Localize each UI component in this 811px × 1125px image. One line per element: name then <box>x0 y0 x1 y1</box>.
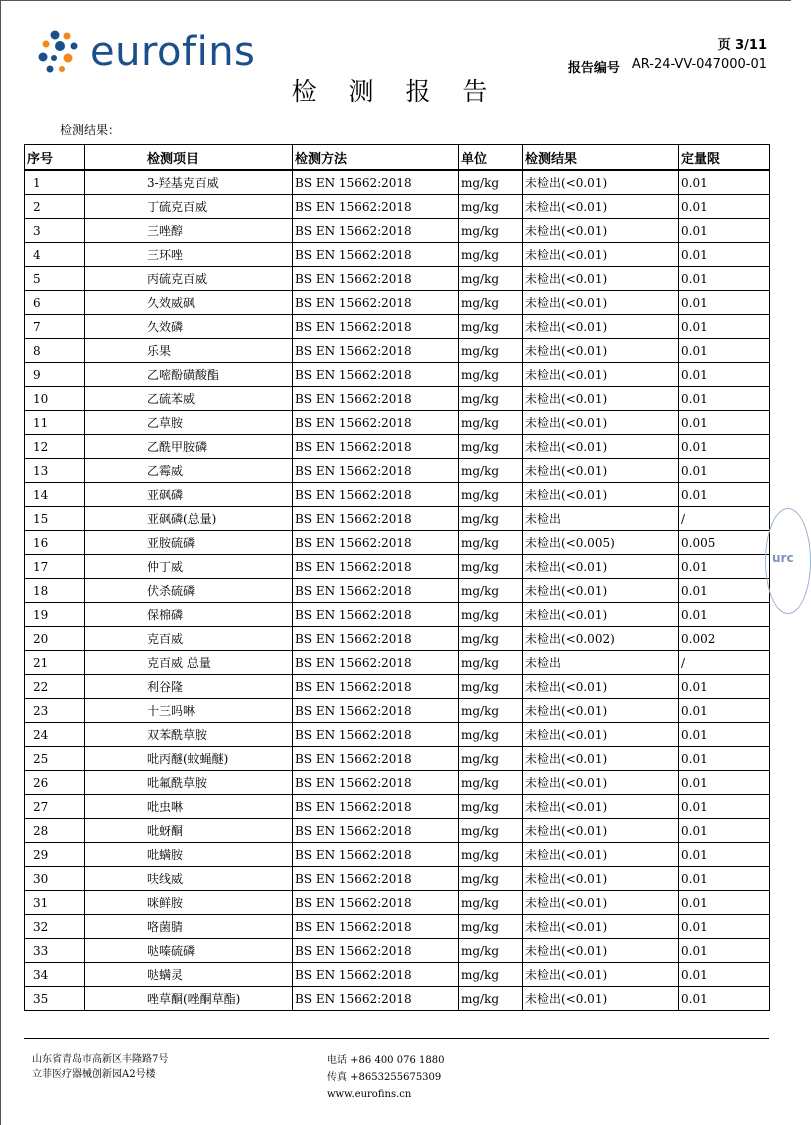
row-limit: 0.01 <box>679 267 770 291</box>
row-result: 未检出(<0.01) <box>523 315 679 339</box>
row-no: 3 <box>25 219 85 243</box>
row-no: 7 <box>25 315 85 339</box>
column-header-unit: 单位 <box>459 145 523 171</box>
table-row <box>25 195 770 219</box>
row-unit: mg/kg <box>459 267 523 291</box>
page-number: 页 3/11 <box>717 38 767 53</box>
row-result: 未检出(<0.01) <box>523 267 679 291</box>
row-result: 未检出(<0.01) <box>523 387 679 411</box>
row-no: 22 <box>25 675 85 699</box>
row-item: 吡丙醚(蚊蝇醚) <box>85 747 293 771</box>
row-method: BS EN 15662:2018 <box>293 987 459 1011</box>
row-method: BS EN 15662:2018 <box>293 531 459 555</box>
seal-stamp: urc <box>765 508 811 614</box>
row-method: BS EN 15662:2018 <box>293 579 459 603</box>
row-limit: 0.01 <box>679 987 770 1011</box>
row-no: 18 <box>25 579 85 603</box>
row-no: 1 <box>25 170 85 195</box>
row-limit: 0.01 <box>679 867 770 891</box>
row-no: 27 <box>25 795 85 819</box>
row-limit: 0.01 <box>679 243 770 267</box>
row-unit: mg/kg <box>459 315 523 339</box>
row-limit: 0.01 <box>679 579 770 603</box>
table-row <box>25 411 770 435</box>
table-body <box>25 170 770 1011</box>
row-unit: mg/kg <box>459 603 523 627</box>
row-unit: mg/kg <box>459 531 523 555</box>
row-result: 未检出(<0.005) <box>523 531 679 555</box>
row-method: BS EN 15662:2018 <box>293 843 459 867</box>
row-item: 乙硫苯威 <box>85 387 293 411</box>
table-row <box>25 699 770 723</box>
row-no: 29 <box>25 843 85 867</box>
row-result: 未检出(<0.01) <box>523 195 679 219</box>
row-unit: mg/kg <box>459 771 523 795</box>
table-row <box>25 435 770 459</box>
row-no: 20 <box>25 627 85 651</box>
row-limit: 0.01 <box>679 747 770 771</box>
row-item: 利谷隆 <box>85 675 293 699</box>
table-row <box>25 723 770 747</box>
row-no: 30 <box>25 867 85 891</box>
row-no: 24 <box>25 723 85 747</box>
row-limit: 0.01 <box>679 483 770 507</box>
row-item: 丙硫克百威 <box>85 267 293 291</box>
row-method: BS EN 15662:2018 <box>293 435 459 459</box>
row-method: BS EN 15662:2018 <box>293 339 459 363</box>
row-item: 克百威 <box>85 627 293 651</box>
row-limit: 0.01 <box>679 459 770 483</box>
row-item: 咪鲜胺 <box>85 891 293 915</box>
row-result: 未检出(<0.01) <box>523 819 679 843</box>
table-row <box>25 795 770 819</box>
row-method: BS EN 15662:2018 <box>293 363 459 387</box>
document-title: 检 测 报 告 <box>291 77 500 106</box>
row-limit: 0.01 <box>679 795 770 819</box>
report-number-value: AR-24-VV-047000-01 <box>631 57 767 72</box>
row-result: 未检出(<0.01) <box>523 411 679 435</box>
row-result: 未检出(<0.01) <box>523 843 679 867</box>
row-no: 28 <box>25 819 85 843</box>
row-unit: mg/kg <box>459 699 523 723</box>
row-limit: 0.01 <box>679 819 770 843</box>
row-no: 31 <box>25 891 85 915</box>
row-no: 12 <box>25 435 85 459</box>
row-result: 未检出(<0.01) <box>523 675 679 699</box>
row-result: 未检出 <box>523 507 679 531</box>
eurofins-dots-icon <box>38 30 86 74</box>
table-row <box>25 771 770 795</box>
address-line-1: 山东省青岛市高新区丰隆路7号 <box>32 1054 169 1065</box>
row-no: 9 <box>25 363 85 387</box>
table-row <box>25 843 770 867</box>
row-limit: / <box>679 651 770 675</box>
table-row <box>25 387 770 411</box>
row-result: 未检出(<0.01) <box>523 747 679 771</box>
row-result: 未检出(<0.01) <box>523 891 679 915</box>
column-header-item: 检测项目 <box>85 145 293 171</box>
row-unit: mg/kg <box>459 651 523 675</box>
row-no: 15 <box>25 507 85 531</box>
row-unit: mg/kg <box>459 579 523 603</box>
row-no: 25 <box>25 747 85 771</box>
row-item: 双苯酰草胺 <box>85 723 293 747</box>
row-item: 哒嗪硫磷 <box>85 939 293 963</box>
row-no: 34 <box>25 963 85 987</box>
row-result: 未检出(<0.01) <box>523 219 679 243</box>
row-method: BS EN 15662:2018 <box>293 747 459 771</box>
row-no: 26 <box>25 771 85 795</box>
row-item: 吡螨胺 <box>85 843 293 867</box>
row-no: 10 <box>25 387 85 411</box>
row-unit: mg/kg <box>459 723 523 747</box>
row-limit: 0.01 <box>679 723 770 747</box>
row-method: BS EN 15662:2018 <box>293 867 459 891</box>
row-method: BS EN 15662:2018 <box>293 819 459 843</box>
phone-text: 电话 +86 400 076 1880 <box>327 1055 445 1066</box>
row-item: 亚砜磷(总量) <box>85 507 293 531</box>
row-item: 久效威砜 <box>85 291 293 315</box>
row-unit: mg/kg <box>459 795 523 819</box>
row-item: 亚砜磷 <box>85 483 293 507</box>
row-method: BS EN 15662:2018 <box>293 411 459 435</box>
row-limit: 0.01 <box>679 555 770 579</box>
row-result: 未检出(<0.01) <box>523 963 679 987</box>
table-row <box>25 603 770 627</box>
row-item: 乙嘧酚磺酸酯 <box>85 363 293 387</box>
row-item: 吡氟酰草胺 <box>85 771 293 795</box>
row-limit: 0.01 <box>679 939 770 963</box>
row-no: 14 <box>25 483 85 507</box>
table-row <box>25 170 770 195</box>
table-row <box>25 531 770 555</box>
row-result: 未检出(<0.01) <box>523 699 679 723</box>
table-row <box>25 651 770 675</box>
table-row <box>25 243 770 267</box>
row-item: 乙草胺 <box>85 411 293 435</box>
row-result: 未检出(<0.01) <box>523 795 679 819</box>
row-unit: mg/kg <box>459 195 523 219</box>
row-method: BS EN 15662:2018 <box>293 195 459 219</box>
row-item: 乙酰甲胺磷 <box>85 435 293 459</box>
logo-text: eurofins <box>90 29 256 75</box>
row-no: 21 <box>25 651 85 675</box>
page-border-left <box>0 0 1 1125</box>
row-item: 保棉磷 <box>85 603 293 627</box>
row-no: 4 <box>25 243 85 267</box>
row-result: 未检出(<0.01) <box>523 291 679 315</box>
row-unit: mg/kg <box>459 219 523 243</box>
row-limit: 0.01 <box>679 435 770 459</box>
row-item: 伏杀硫磷 <box>85 579 293 603</box>
row-result: 未检出 <box>523 651 679 675</box>
table-row <box>25 267 770 291</box>
row-no: 6 <box>25 291 85 315</box>
row-result: 未检出(<0.01) <box>523 987 679 1011</box>
row-limit: 0.01 <box>679 411 770 435</box>
row-result: 未检出(<0.002) <box>523 627 679 651</box>
row-method: BS EN 15662:2018 <box>293 603 459 627</box>
row-unit: mg/kg <box>459 243 523 267</box>
row-method: BS EN 15662:2018 <box>293 675 459 699</box>
row-method: BS EN 15662:2018 <box>293 555 459 579</box>
row-limit: 0.01 <box>679 891 770 915</box>
row-method: BS EN 15662:2018 <box>293 459 459 483</box>
row-unit: mg/kg <box>459 939 523 963</box>
row-no: 33 <box>25 939 85 963</box>
row-method: BS EN 15662:2018 <box>293 507 459 531</box>
row-item: 亚胺硫磷 <box>85 531 293 555</box>
footer-contact <box>327 1052 444 1103</box>
table-row <box>25 339 770 363</box>
row-item: 三环唑 <box>85 243 293 267</box>
table-row <box>25 939 770 963</box>
row-limit: 0.01 <box>679 219 770 243</box>
table-row <box>25 627 770 651</box>
footer-rule <box>24 1038 769 1039</box>
results-table <box>24 144 770 1011</box>
table-row <box>25 579 770 603</box>
row-item: 三唑醇 <box>85 219 293 243</box>
report-number-label: 报告编号 <box>567 61 620 76</box>
row-limit: 0.01 <box>679 291 770 315</box>
row-result: 未检出(<0.01) <box>523 579 679 603</box>
row-method: BS EN 15662:2018 <box>293 315 459 339</box>
row-method: BS EN 15662:2018 <box>293 939 459 963</box>
row-limit: 0.005 <box>679 531 770 555</box>
row-result: 未检出(<0.01) <box>523 483 679 507</box>
column-header-method: 检测方法 <box>293 145 459 171</box>
row-result: 未检出(<0.01) <box>523 603 679 627</box>
row-result: 未检出(<0.01) <box>523 939 679 963</box>
website-link[interactable]: www.eurofins.cn <box>327 1089 412 1100</box>
row-result: 未检出(<0.01) <box>523 555 679 579</box>
row-item: 十三吗啉 <box>85 699 293 723</box>
row-limit: 0.01 <box>679 315 770 339</box>
row-result: 未检出(<0.01) <box>523 723 679 747</box>
page-border-top <box>0 0 791 1</box>
row-item: 呋线威 <box>85 867 293 891</box>
row-unit: mg/kg <box>459 411 523 435</box>
table-row <box>25 747 770 771</box>
row-limit: 0.01 <box>679 195 770 219</box>
row-unit: mg/kg <box>459 819 523 843</box>
row-unit: mg/kg <box>459 987 523 1011</box>
row-item: 克百威 总量 <box>85 651 293 675</box>
row-no: 13 <box>25 459 85 483</box>
address-line-2: 立菲医疗器械创新园A2号楼 <box>32 1069 156 1080</box>
row-unit: mg/kg <box>459 843 523 867</box>
row-method: BS EN 15662:2018 <box>293 483 459 507</box>
table-row <box>25 819 770 843</box>
row-result: 未检出(<0.01) <box>523 459 679 483</box>
company-logo <box>38 30 255 74</box>
row-method: BS EN 15662:2018 <box>293 699 459 723</box>
table-row <box>25 315 770 339</box>
row-item: 丁硫克百威 <box>85 195 293 219</box>
row-method: BS EN 15662:2018 <box>293 243 459 267</box>
row-unit: mg/kg <box>459 291 523 315</box>
row-method: BS EN 15662:2018 <box>293 723 459 747</box>
row-unit: mg/kg <box>459 170 523 195</box>
row-item: 乙霉威 <box>85 459 293 483</box>
column-header-no: 序号 <box>25 145 85 171</box>
row-limit: 0.002 <box>679 627 770 651</box>
row-unit: mg/kg <box>459 555 523 579</box>
table-header-row <box>25 145 770 171</box>
row-result: 未检出(<0.01) <box>523 363 679 387</box>
row-result: 未检出(<0.01) <box>523 339 679 363</box>
row-method: BS EN 15662:2018 <box>293 267 459 291</box>
row-unit: mg/kg <box>459 459 523 483</box>
row-limit: 0.01 <box>679 699 770 723</box>
row-no: 32 <box>25 915 85 939</box>
fax-text: 传真 +8653255675309 <box>327 1072 442 1083</box>
row-no: 11 <box>25 411 85 435</box>
row-method: BS EN 15662:2018 <box>293 915 459 939</box>
row-method: BS EN 15662:2018 <box>293 387 459 411</box>
row-item: 乐果 <box>85 339 293 363</box>
row-method: BS EN 15662:2018 <box>293 771 459 795</box>
row-item: 吡蚜酮 <box>85 819 293 843</box>
row-method: BS EN 15662:2018 <box>293 627 459 651</box>
row-no: 35 <box>25 987 85 1011</box>
table-row <box>25 555 770 579</box>
row-item: 唑草酮(唑酮草酯) <box>85 987 293 1011</box>
table-row <box>25 291 770 315</box>
row-item: 哒螨灵 <box>85 963 293 987</box>
row-result: 未检出(<0.01) <box>523 867 679 891</box>
row-no: 23 <box>25 699 85 723</box>
footer-address <box>32 1052 168 1082</box>
row-method: BS EN 15662:2018 <box>293 170 459 195</box>
row-unit: mg/kg <box>459 627 523 651</box>
row-method: BS EN 15662:2018 <box>293 651 459 675</box>
row-method: BS EN 15662:2018 <box>293 891 459 915</box>
row-limit: 0.01 <box>679 843 770 867</box>
row-no: 16 <box>25 531 85 555</box>
row-unit: mg/kg <box>459 675 523 699</box>
row-limit: 0.01 <box>679 387 770 411</box>
row-limit: 0.01 <box>679 771 770 795</box>
row-unit: mg/kg <box>459 507 523 531</box>
table-row <box>25 891 770 915</box>
row-no: 8 <box>25 339 85 363</box>
table-row <box>25 363 770 387</box>
table-row <box>25 459 770 483</box>
row-no: 17 <box>25 555 85 579</box>
row-result: 未检出(<0.01) <box>523 435 679 459</box>
row-limit: 0.01 <box>679 603 770 627</box>
row-unit: mg/kg <box>459 963 523 987</box>
row-unit: mg/kg <box>459 483 523 507</box>
row-unit: mg/kg <box>459 747 523 771</box>
row-method: BS EN 15662:2018 <box>293 795 459 819</box>
column-header-result: 检测结果 <box>523 145 679 171</box>
table-row <box>25 915 770 939</box>
row-unit: mg/kg <box>459 915 523 939</box>
row-item: 吡虫啉 <box>85 795 293 819</box>
row-method: BS EN 15662:2018 <box>293 291 459 315</box>
row-limit: 0.01 <box>679 170 770 195</box>
row-limit: 0.01 <box>679 915 770 939</box>
row-limit: 0.01 <box>679 675 770 699</box>
row-method: BS EN 15662:2018 <box>293 219 459 243</box>
row-limit: 0.01 <box>679 363 770 387</box>
table-row <box>25 963 770 987</box>
row-unit: mg/kg <box>459 339 523 363</box>
row-unit: mg/kg <box>459 891 523 915</box>
table-row <box>25 483 770 507</box>
table-row <box>25 867 770 891</box>
row-no: 19 <box>25 603 85 627</box>
row-item: 3-羟基克百威 <box>85 170 293 195</box>
row-method: BS EN 15662:2018 <box>293 963 459 987</box>
table-row <box>25 507 770 531</box>
table-row <box>25 987 770 1011</box>
row-item: 仲丁威 <box>85 555 293 579</box>
row-result: 未检出(<0.01) <box>523 915 679 939</box>
table-row <box>25 219 770 243</box>
row-no: 2 <box>25 195 85 219</box>
row-result: 未检出(<0.01) <box>523 170 679 195</box>
table-row <box>25 675 770 699</box>
row-unit: mg/kg <box>459 363 523 387</box>
row-result: 未检出(<0.01) <box>523 243 679 267</box>
row-limit: 0.01 <box>679 963 770 987</box>
row-limit: / <box>679 507 770 531</box>
column-header-limit: 定量限 <box>679 145 770 171</box>
row-unit: mg/kg <box>459 387 523 411</box>
row-item: 久效磷 <box>85 315 293 339</box>
row-unit: mg/kg <box>459 435 523 459</box>
row-item: 咯菌腈 <box>85 915 293 939</box>
section-label: 检测结果： <box>60 123 121 137</box>
row-limit: 0.01 <box>679 339 770 363</box>
row-no: 5 <box>25 267 85 291</box>
row-result: 未检出(<0.01) <box>523 771 679 795</box>
row-unit: mg/kg <box>459 867 523 891</box>
